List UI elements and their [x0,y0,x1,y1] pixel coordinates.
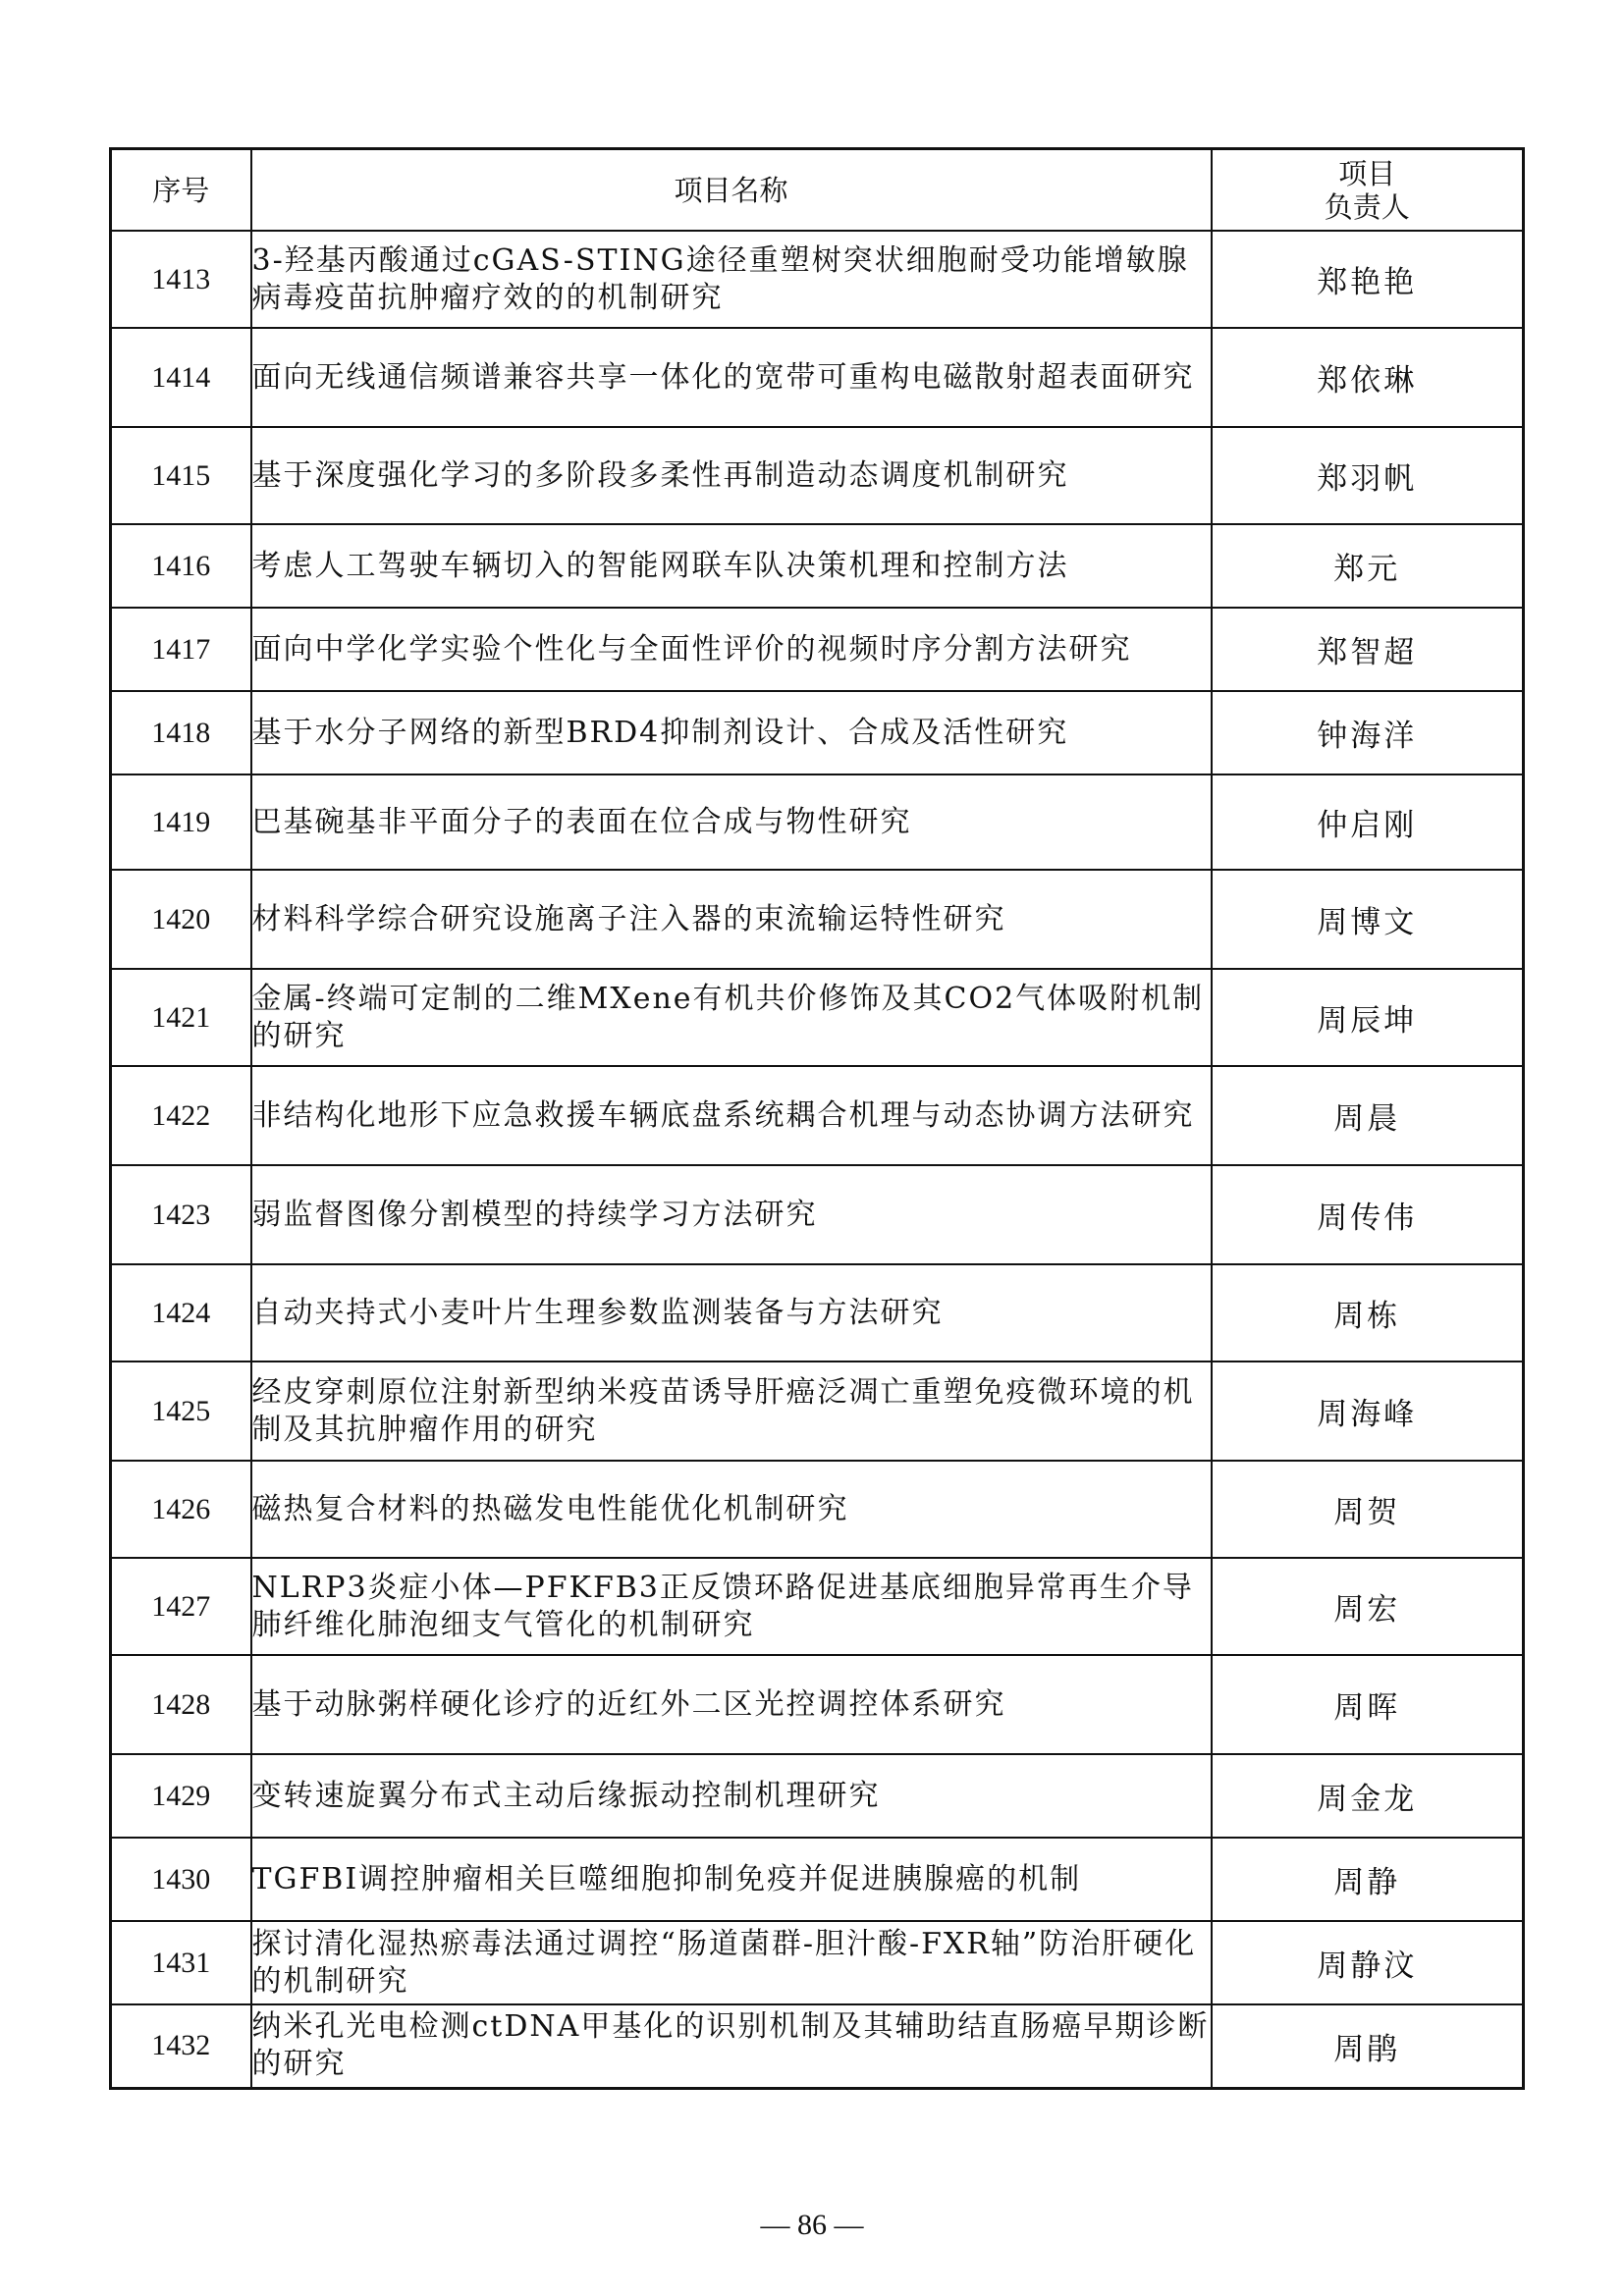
table-row [111,2004,1524,2088]
cell-project-lead: 周金龙 [1212,1754,1524,1838]
table-row [111,691,1524,774]
cell-project-lead: 周传伟 [1212,1165,1524,1264]
table-row [111,1655,1524,1754]
cell-project-name: 自动夹持式小麦叶片生理参数监测装备与方法研究 [251,1264,1212,1362]
table-row [111,1264,1524,1362]
cell-serial-number: 1431 [111,1921,251,2004]
project-table [109,147,1525,2090]
cell-project-lead: 郑智超 [1212,608,1524,691]
cell-project-lead: 周博文 [1212,870,1524,969]
cell-project-name: 变转速旋翼分布式主动后缘振动控制机理研究 [251,1754,1212,1838]
table-row [111,870,1524,969]
cell-project-lead: 郑羽帆 [1212,427,1524,524]
table-row [111,969,1524,1066]
cell-project-lead: 周晨 [1212,1066,1524,1165]
table-body [111,231,1524,2088]
cell-project-lead: 周鹃 [1212,2004,1524,2088]
cell-serial-number: 1429 [111,1754,251,1838]
cell-serial-number: 1415 [111,427,251,524]
cell-project-name: 基于水分子网络的新型BRD4抑制剂设计、合成及活性研究 [251,691,1212,774]
header-lead [1212,149,1524,232]
cell-serial-number: 1418 [111,691,251,774]
cell-serial-number: 1420 [111,870,251,969]
page-number: — 86 — [760,2209,864,2241]
header-name: 项目名称 [251,149,1212,232]
cell-serial-number: 1430 [111,1838,251,1921]
table-row [111,1066,1524,1165]
cell-project-name: 面向无线通信频谱兼容共享一体化的宽带可重构电磁散射超表面研究 [251,328,1212,427]
table-row [111,328,1524,427]
cell-project-name: 金属-终端可定制的二维MXene有机共价修饰及其CO2气体吸附机制的研究 [251,969,1212,1066]
table-row [111,1165,1524,1264]
cell-serial-number: 1422 [111,1066,251,1165]
cell-project-name: TGFBI调控肿瘤相关巨噬细胞抑制免疫并促进胰腺癌的机制 [251,1838,1212,1921]
cell-project-lead: 周栋 [1212,1264,1524,1362]
cell-project-name: 经皮穿刺原位注射新型纳米疫苗诱导肝癌泛凋亡重塑免疫微环境的机制及其抗肿瘤作用的研究 [251,1362,1212,1461]
cell-project-name: 探讨清化湿热瘀毒法通过调控“肠道菌群-胆汁酸-FXR轴”防治肝硬化的机制研究 [251,1921,1212,2004]
cell-project-name: 材料科学综合研究设施离子注入器的束流输运特性研究 [251,870,1212,969]
cell-project-lead: 钟海洋 [1212,691,1524,774]
table-row [111,427,1524,524]
table-row [111,774,1524,870]
table-row [111,1921,1524,2004]
cell-project-lead: 郑元 [1212,524,1524,608]
header-lead-line2: 负责人 [1324,189,1410,224]
cell-serial-number: 1427 [111,1558,251,1655]
cell-serial-number: 1417 [111,608,251,691]
cell-serial-number: 1428 [111,1655,251,1754]
header-no: 序号 [111,149,251,232]
cell-serial-number: 1432 [111,2004,251,2088]
table-row [111,231,1524,328]
table-row [111,524,1524,608]
table-row [111,608,1524,691]
cell-project-lead: 周静汶 [1212,1921,1524,2004]
table-row [111,1558,1524,1655]
cell-project-lead: 周辰坤 [1212,969,1524,1066]
cell-project-name: NLRP3炎症小体—PFKFB3正反馈环路促进基底细胞异常再生介导肺纤维化肺泡细支气管化的机制研究 [251,1558,1212,1655]
table-row [111,1754,1524,1838]
cell-project-lead: 郑依琳 [1212,328,1524,427]
cell-project-lead: 仲启刚 [1212,774,1524,870]
cell-serial-number: 1413 [111,231,251,328]
cell-project-name: 基于深度强化学习的多阶段多柔性再制造动态调度机制研究 [251,427,1212,524]
cell-serial-number: 1423 [111,1165,251,1264]
cell-project-name: 巴基碗基非平面分子的表面在位合成与物性研究 [251,774,1212,870]
table-row [111,1838,1524,1921]
table-row [111,1362,1524,1461]
cell-project-lead: 周宏 [1212,1558,1524,1655]
cell-serial-number: 1414 [111,328,251,427]
cell-project-name: 考虑人工驾驶车辆切入的智能网联车队决策机理和控制方法 [251,524,1212,608]
cell-serial-number: 1421 [111,969,251,1066]
cell-serial-number: 1424 [111,1264,251,1362]
cell-serial-number: 1425 [111,1362,251,1461]
table-header-row [111,149,1524,232]
cell-project-name: 纳米孔光电检测ctDNA甲基化的识别机制及其辅助结直肠癌早期诊断的研究 [251,2004,1212,2088]
cell-serial-number: 1426 [111,1461,251,1558]
cell-project-lead: 郑艳艳 [1212,231,1524,328]
cell-project-name: 磁热复合材料的热磁发电性能优化机制研究 [251,1461,1212,1558]
cell-project-lead: 周海峰 [1212,1362,1524,1461]
cell-project-lead: 周贺 [1212,1461,1524,1558]
cell-project-name: 面向中学化学实验个性化与全面性评价的视频时序分割方法研究 [251,608,1212,691]
cell-project-name: 3-羟基丙酸通过cGAS-STING途径重塑树突状细胞耐受功能增敏腺病毒疫苗抗肿瘤疗效的的机制研究 [251,231,1212,328]
cell-serial-number: 1416 [111,524,251,608]
cell-project-lead: 周晖 [1212,1655,1524,1754]
cell-serial-number: 1419 [111,774,251,870]
cell-project-name: 基于动脉粥样硬化诊疗的近红外二区光控调控体系研究 [251,1655,1212,1754]
cell-project-lead: 周静 [1212,1838,1524,1921]
table-row [111,1461,1524,1558]
header-lead-line1: 项目 [1338,156,1396,190]
cell-project-name: 弱监督图像分割模型的持续学习方法研究 [251,1165,1212,1264]
cell-project-name: 非结构化地形下应急救援车辆底盘系统耦合机理与动态协调方法研究 [251,1066,1212,1165]
